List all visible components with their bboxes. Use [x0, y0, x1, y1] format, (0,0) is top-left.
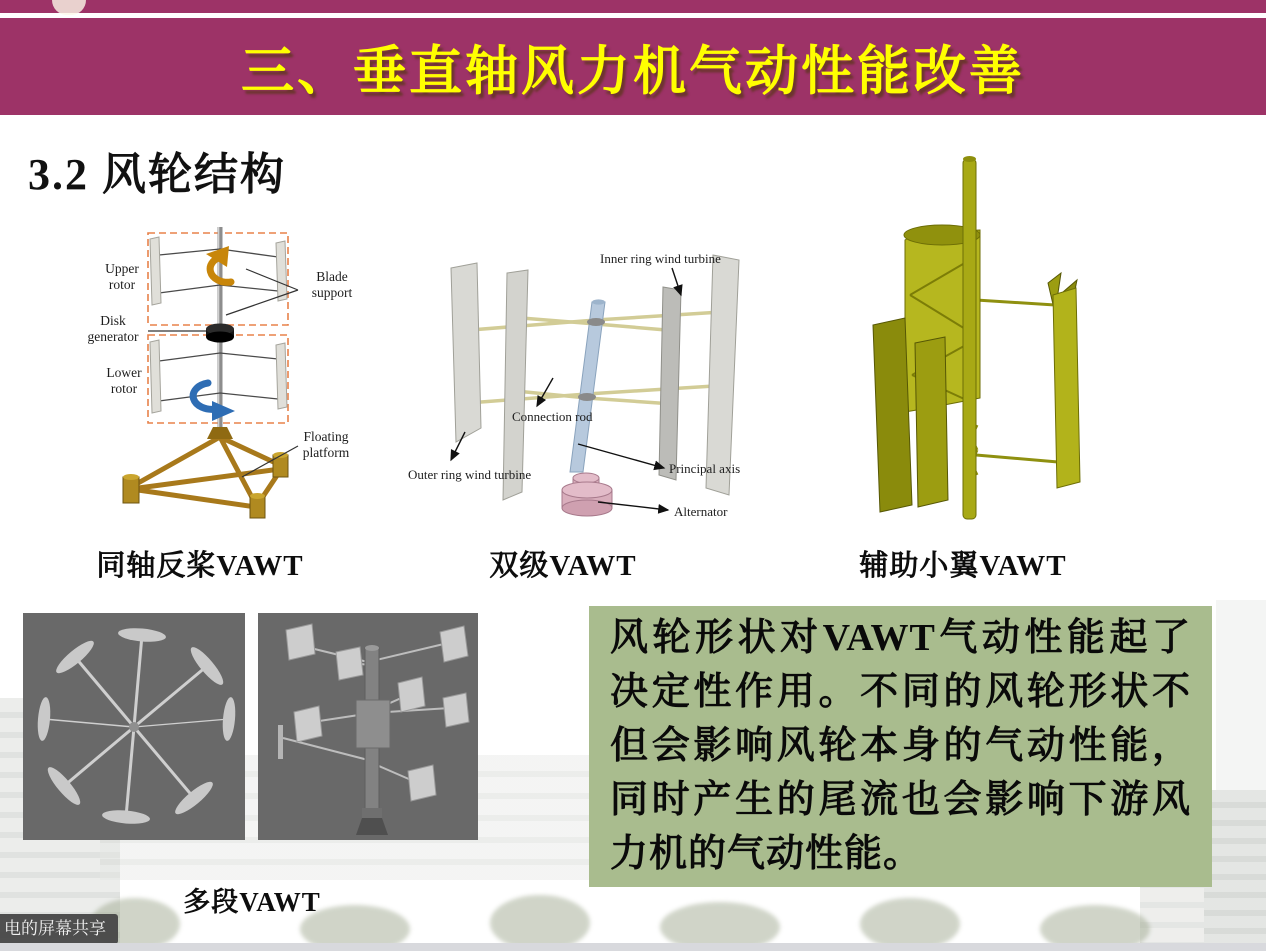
caption-coaxial-vawt: 同轴反桨VAWT: [96, 550, 304, 582]
winglet-vawt-model: [855, 145, 1185, 530]
label-alternator: Alternator: [674, 504, 728, 519]
screen-share-tooltip: 电的屏幕共享: [0, 914, 118, 944]
note-box: 风轮形状对VAWT气动性能起了决定性作用。不同的风轮形状不但会影响风轮本身的气动性能，同时产生的尾流也会影响下游风力机的气动性能。: [589, 606, 1212, 887]
label-upper-rotor: Upper rotor: [105, 261, 139, 293]
floating-platform: [123, 427, 288, 518]
photo-multi-segment-side-view: [258, 613, 478, 840]
window-edge-strip: [0, 943, 1266, 951]
figure-double-stage-vawt: [405, 228, 805, 528]
caption-multi-segment-vawt: 多段VAWT: [183, 887, 321, 917]
right-blade-with-winglets: [1048, 273, 1080, 488]
outer-left-blade: [873, 318, 912, 512]
label-inner-ring: Inner ring wind turbine: [600, 251, 721, 266]
multi-segment-top-view: [23, 613, 245, 840]
label-blade-support: Blade support: [311, 269, 353, 301]
inner-left-blade: [915, 337, 948, 507]
label-connection-rod: Connection rod: [512, 409, 593, 424]
multi-segment-side-view: [258, 613, 478, 840]
lower-rotation-arrow-icon: [193, 383, 235, 421]
label-floating-platform: Floating platform: [302, 429, 350, 461]
hub: [129, 722, 139, 732]
top-accent-strip: [0, 0, 1266, 13]
figure-winglet-vawt: [855, 145, 1185, 530]
figure-coaxial-vawt: [66, 225, 406, 530]
label-principal-axis: Principal axis: [669, 461, 741, 476]
label-outer-ring: Outer ring wind turbine: [408, 467, 532, 482]
disk-generator: [206, 324, 234, 343]
watermark-building-right-upper: [1216, 600, 1266, 790]
label-disk-generator: Disk generator: [87, 313, 139, 345]
section-heading: 3.2 风轮结构: [28, 150, 286, 199]
slide-title: 三、垂直轴风力机气动性能改善: [241, 41, 1025, 101]
slide-title-banner: [0, 18, 1266, 115]
watermark-building-right: [1204, 790, 1266, 943]
double-stage-vawt-diagram: [405, 228, 805, 528]
photo-multi-segment-top-view: [23, 613, 245, 840]
center-pole: [963, 156, 976, 519]
label-lower-rotor: Lower rotor: [106, 365, 142, 397]
caption-double-stage-vawt: 双级VAWT: [489, 550, 637, 582]
caption-winglet-vawt: 辅助小翼VAWT: [859, 550, 1067, 582]
alternator-unit: [562, 473, 612, 516]
